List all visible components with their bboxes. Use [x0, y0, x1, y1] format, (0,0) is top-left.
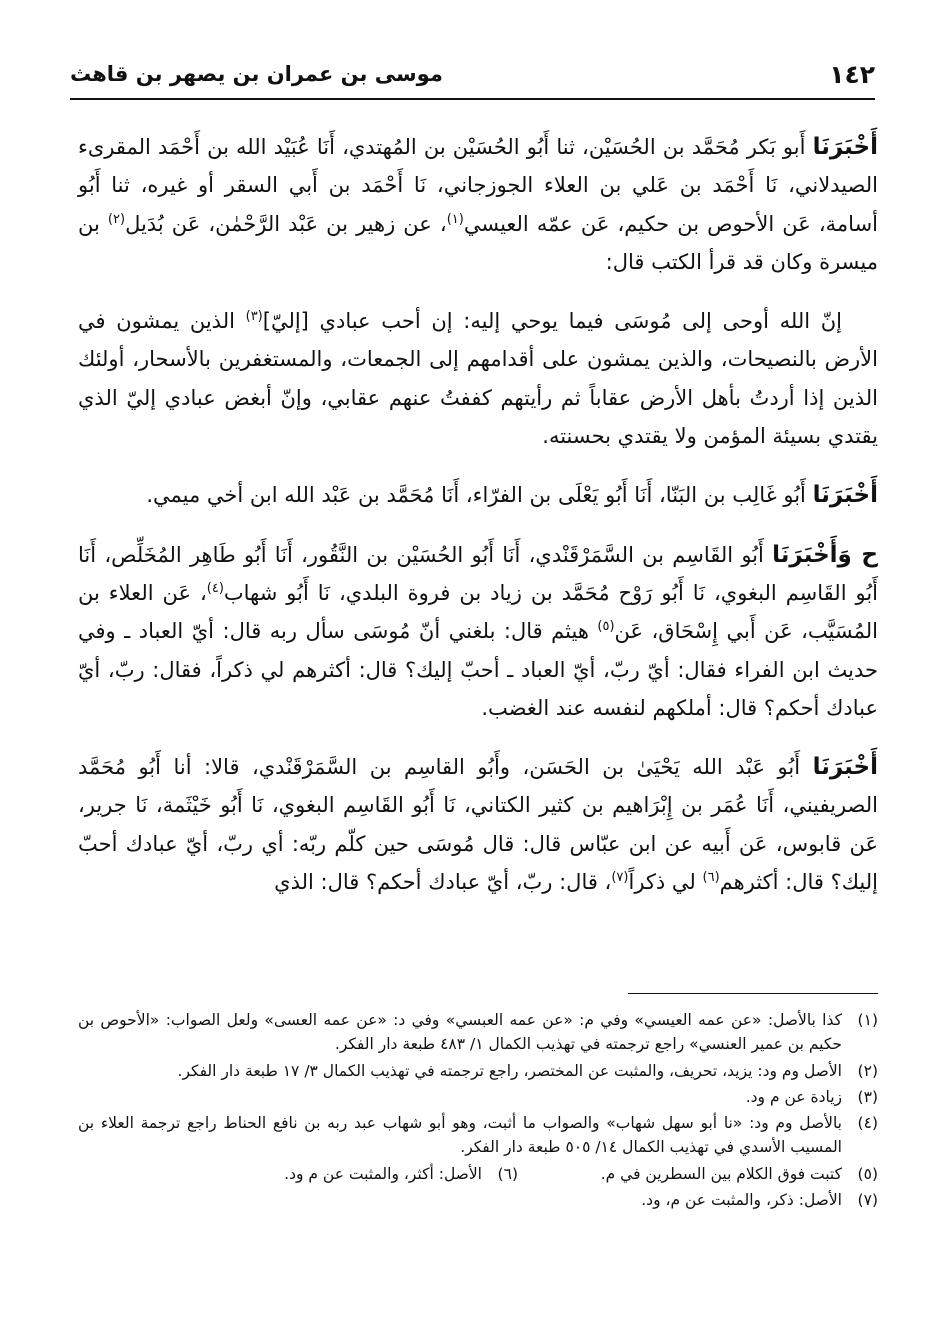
footnote-text: الأصل وم ود: يزيد، تحريف، والمثبت عن المختصر، راجع ترجمته في تهذيب الكمال ٣/ ١٧ طبعة دار الفكر. [177, 1061, 842, 1080]
text-run: ، قال: ربّ، أيّ عبادك أحكم؟ قال: الذي [274, 870, 612, 895]
paragraph [78, 536, 878, 727]
footnote [284, 1162, 518, 1186]
opening-keyword: أَخْبَرَنَا [812, 134, 878, 160]
footnote-number: (٥) [857, 1164, 878, 1183]
footnote [78, 1008, 878, 1057]
footnote-ref: (٢) [107, 211, 126, 227]
running-title: موسى بن عمران بن يصهر بن قاهث [70, 62, 443, 86]
paragraph [78, 748, 878, 901]
text-run: أَبو بَكر مُحَمَّد بن الحُسَيْن، ثنا أَبُو الحُسَيْن بن المُهتدي، أَنَا عُبَيْد الله بن أَحْمَد المقرىء الصيدلاني، نَا أَحْمَد بن عَلي بن العلاء الجوزجاني، نَا أَحْمَد بن أَبي السقر أو غيره، ثنا أَبُو أسامة، عَن الأحوص بن حكيم، عَن عمّه العيسي [78, 135, 878, 236]
footnote-text: بالأصل وم ود: «نا أبو سهل شهاب» والصواب ما أثبت، وهو أبو شهاب عبد ربه بن نافع الحناط راجع ترجمة العلاء بن المسيب الأسدي في تهذيب الكمال ١٤/ ٥٠٥ طبعة دار الفكر. [78, 1114, 842, 1157]
page-number: ١٤٢ [829, 60, 875, 89]
footnote-number: (٣) [857, 1087, 878, 1106]
text-run: هيثم قال: بلغني أنّ مُوسَى سأل ربه قال: أيّ العباد ـ وفي حديث ابن الفراء فقال: أيّ ربّ، أيّ العباد ـ أحبّ إليك؟ قال: أكثرهم لي ذكراً، فقال: ربّ، أيّ عبادك أحكم؟ قال: أملكهم لنفسه عند الغضب. [78, 619, 878, 720]
paragraph [78, 476, 878, 514]
footnotes [78, 1008, 878, 1214]
footnote-row [78, 1162, 878, 1186]
header-rule [70, 98, 875, 100]
opening-keyword: ح وَأَخْبَرَنَا [772, 541, 879, 568]
paragraph [78, 128, 878, 281]
footnote-number: (٧) [857, 1191, 878, 1210]
footnote-ref: (٤) [206, 580, 224, 596]
footnote [78, 1111, 878, 1160]
text-run: ، عن زهير بن عَبْد الرَّحْمٰن، عَن بُدَيل [125, 211, 447, 236]
footnote-ref: (٦) [702, 870, 720, 886]
opening-keyword: أَخْبَرَنَا [812, 754, 878, 781]
text-run: لي ذكراً [628, 870, 703, 895]
footnote-rule [628, 993, 878, 994]
paragraph [78, 302, 878, 455]
opening-keyword: أَخْبَرَنَا [812, 482, 878, 509]
footnote [518, 1162, 878, 1186]
footnote [78, 1085, 878, 1109]
footnote-ref: (٣) [245, 309, 263, 325]
text-run: أَبُو القَاسِم بن السَّمَرْقَنْدي، أَنَا أَبُو الحُسَيْن بن النَّقُور، أَنَا أَبُو طَاهِر المُخَلِّص، أَنَا أَبُو القَاسِم البغوي، نَا أَبُو رَوْح مُحَمَّد بن زياد بن فروة البلدي، نَا أَبُو شهاب [78, 542, 879, 605]
text-run: إنّ الله أوحى إلى مُوسَى فيما يوحي إليه: إن أحب عبادي [إليّ] [262, 309, 842, 334]
footnote-text: الأصل: أكثر، والمثبت عن م ود. [284, 1164, 482, 1183]
footnote-number: (٤) [857, 1114, 878, 1133]
text-run: أَبُو عَبْد الله يَحْيَىٰ بن الحَسَن، وأَبُو القاسِم بن السَّمَرْقَنْدي، قالا: أنا أَبُو مُحَمَّد الصريفيني، أَنَا عُمَر بن إِبْرَاهيم بن كثير الكتاني، نَا أَبُو القَاسِم البغوي، نَا أَبُو خَيْثَمة، نَا جرير، عَن قابوس، عَن أَبيه عن ابن عبّاس قال: قال مُوسَى حين كلّم ربّه: أي ربّ، أيّ عبادك أحبّ إليك؟ قال: أكثرهم [78, 755, 878, 895]
text-run: بن ميسرة وكان قد قرأ الكتب قال: [78, 211, 878, 274]
footnote-number: (١) [857, 1011, 878, 1029]
text-run: أَبُو غَالِب بن البَنّا، أَنَا أَبُو يَعْلَى بن الفرّاء، أَنَا مُحَمَّد بن عَبْد الله ابن أخي ميمي. [146, 483, 813, 508]
footnote-text: كذا بالأصل: «عن عمه العيسي» وفي م: «عن عمه العبسي» وفي د: «عن عمه العسى» ولعل الصواب: «الأحوص بن حكيم بن عمير العنسي» راجع ترجمته في تهذيب الكمال ١/ ٤٨٣ طبعة دار الفكر. [78, 1011, 842, 1054]
footnote [78, 1059, 878, 1083]
footnote-ref: (٧) [611, 870, 629, 886]
footnote-number: (٦) [497, 1164, 518, 1183]
footnote-text: كتبت فوق الكلام بين السطرين في م. [600, 1164, 842, 1183]
text-run: الذين يمشون في الأرض بالنصيحات، والذين يمشون على أقدامهم إلى الجمعات، والمستغفرين بالأسحار، أولئك الذين إذا أردتُ بأهل الأرض عقاباً ثم رأيتهم كففتُ عنهم عقابي، وإنّ أبغض عبادي إليّ الذي يقتدي بسيئة المؤمن ولا يقتدي بحسنته. [78, 309, 878, 449]
main-text [78, 128, 878, 922]
footnote-text: زيادة عن م ود. [745, 1087, 842, 1106]
page-header [70, 60, 875, 94]
text-run: ، عَن العلاء بن المُسَيَّب، عَن أَبي إِسْحَاق، عَن [78, 580, 878, 644]
footnote-number: (٢) [857, 1061, 878, 1080]
footnote-ref: (١) [446, 211, 464, 227]
footnote [78, 1188, 878, 1212]
footnote-text: الأصل: ذكر، والمثبت عن م، ود. [641, 1191, 842, 1210]
footnote-ref: (٥) [597, 619, 615, 635]
